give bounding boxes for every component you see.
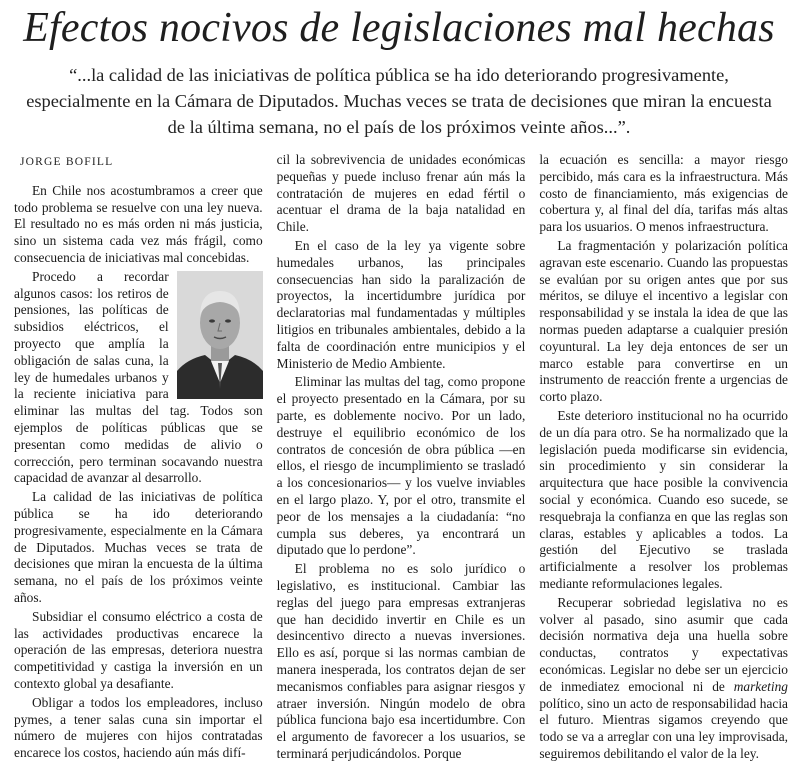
paragraph: Subsidiar el consumo eléctrico a costa de las actividades productivas encarece la operación de las empresas, deteriora nuestra competitividad y castiga la inversión en un contexto global ya desafiante. [14,608,263,691]
paragraph: la ecuación es sencilla: a mayor riesgo percibido, más cara es la infraestructura. Más costo de financiamiento, más exigencias de cobertura y, al final del día, tarifas más altas para los usuarios. O menos infraestructura. [539,152,788,235]
paragraph: El problema no es solo jurídico o legislativo, es institucional. Cambiar las reglas del juego para empresas extranjeras que han decidido invertir en Chile es un desincentivo directo a nuevas inversiones. Ello es así, porque si las normas cambian de manera inesperada, los contratos dejan de ser mecanismos confiables para asignar riesgos y atraer inversión. Ningún modelo de obra pública funciona bajo esa incertidumbre. Con el argumento de favorecer a los usuarios, se terminará perjudicándolos. Porque [276,561,526,761]
paragraph [539,595,788,763]
paragraph: La fragmentación y polarización política agravan este escenario. Cuando las propuestas se evalúan por su origen antes que por sus méritos, se diluye el incentivo a legislar con responsabilidad y se instala la idea de que las normas pueden adaptarse a cualquier presión coyuntural. La ley deja entonces de ser un marco estable para convertirse en un instrumento de reacción frente a urgencias de corto plazo. [539,237,788,405]
paragraph: Procedo a recordar algunos casos: los retiros de pensiones, las políticas de subsidios eléctricos, el proyecto que amplía la obligación de salas cuna, la ley de humedales urbanos y la reciente iniciativa para eliminar las multas del tag. Todos son ejemplos de políticas públicas que se presentan como medidas de alivio o corrección, pero terminan socavando nuestra capacidad de avanzar al desarrollo. [14,268,263,486]
author-photo [177,271,263,399]
paragraph: cil la sobrevivencia de unidades económicas pequeñas y puede incluso frenar aún más la contratación de mujeres en edad fértil o acentuar el drama de la baja natalidad en Chile. [276,152,526,235]
column-2 [277,152,526,765]
column-1 [14,152,263,765]
emphasis-text: marketing [733,678,788,694]
paragraph: La calidad de las iniciativas de política pública se ha ido deteriorando progresivamente, especialmente en la Cámara de Diputados. Muchas veces se trata de decisiones que miran la encuesta de la última semana, no el país de los próximos veinte años. [14,489,263,605]
column-3 [539,152,788,765]
paragraph: En el caso de la ley ya vigente sobre humedales urbanos, las principales consecuencias han sido la paralización de proyectos, la incertidumbre jurídica por declaratorias mal fundamentadas y múltiples litigios en tribunales ambientales, debido a la falta de coordinación entre municipios y el Ministerio de Medio Ambiente. [276,237,526,371]
article-body [14,152,788,761]
author-byline: JORGE BOFILL [20,156,114,168]
paragraph: Obligar a todos los empleadores, incluso pymes, a tener salas cuna sin importar el número de mujeres con hijos contratadas encarece los costos, haciendo aún más difí- [14,694,263,761]
paragraph-text: Recuperar sobriedad legislativa no es volver al pasado, sino asumir que cada decisión normativa deja una huella sobre conductas, contratos y expectativas económicas. Legislar no debe ser un ejercicio de inmediatez emocional ni de [539,594,788,694]
pull-quote: “...la calidad de las iniciativas de política pública se ha ido deteriorando progresivamente, especialmente en la Cámara de Diputados. Muchas veces se trata de decisiones que miran la encuesta de la última semana, no el país de los próximos veinte años...”. [26,65,772,137]
headline: Efectos nocivos de legislaciones mal hechas [23,5,775,51]
paragraph: En Chile nos acostumbramos a creer que todo problema se resuelve con una ley nueva. El resultado no es más orden ni más justicia, sino un sistema cada vez más frágil, como consecuencia de iniciativas mal concebidas. [14,182,263,265]
paragraph: Este deterioro institucional no ha ocurrido de un día para otro. Se ha normalizado que la legislación pueda modificarse sin evidencia, sin procedimiento y sin considerar la arquitectura que hace posible la convivencia social y económica. Cuando eso sucede, se resquebraja la confianza en que las reglas son claras, estables y aplicables a todos. La gestión del Ejecutivo se traslada artificialmente a resolver los problemas mediante reformulaciones legales. [539,407,788,591]
paragraph: Eliminar las multas del tag, como propone el proyecto presentado en la Cámara, por su parte, es doblemente nocivo. Por un lado, destruye el equilibrio económico de los contratos de concesión de obra pública —en ellos, el riesgo de incumplimiento se trasladó a los concesionarios— y los vuelve inviables en el largo plazo. Y, por el otro, transmite el peor de los mensajes a la ciudadanía: “no cumpla sus deberes, ya encontrará un diputado que lo perdone”. [276,374,526,558]
paragraph-text: político, sino un acto de responsabilidad hacia el futuro. Mientras sigamos creyendo que todo se va a arreglar con una ley improvisada, seguiremos debilitando el valor de la ley. [539,695,788,761]
